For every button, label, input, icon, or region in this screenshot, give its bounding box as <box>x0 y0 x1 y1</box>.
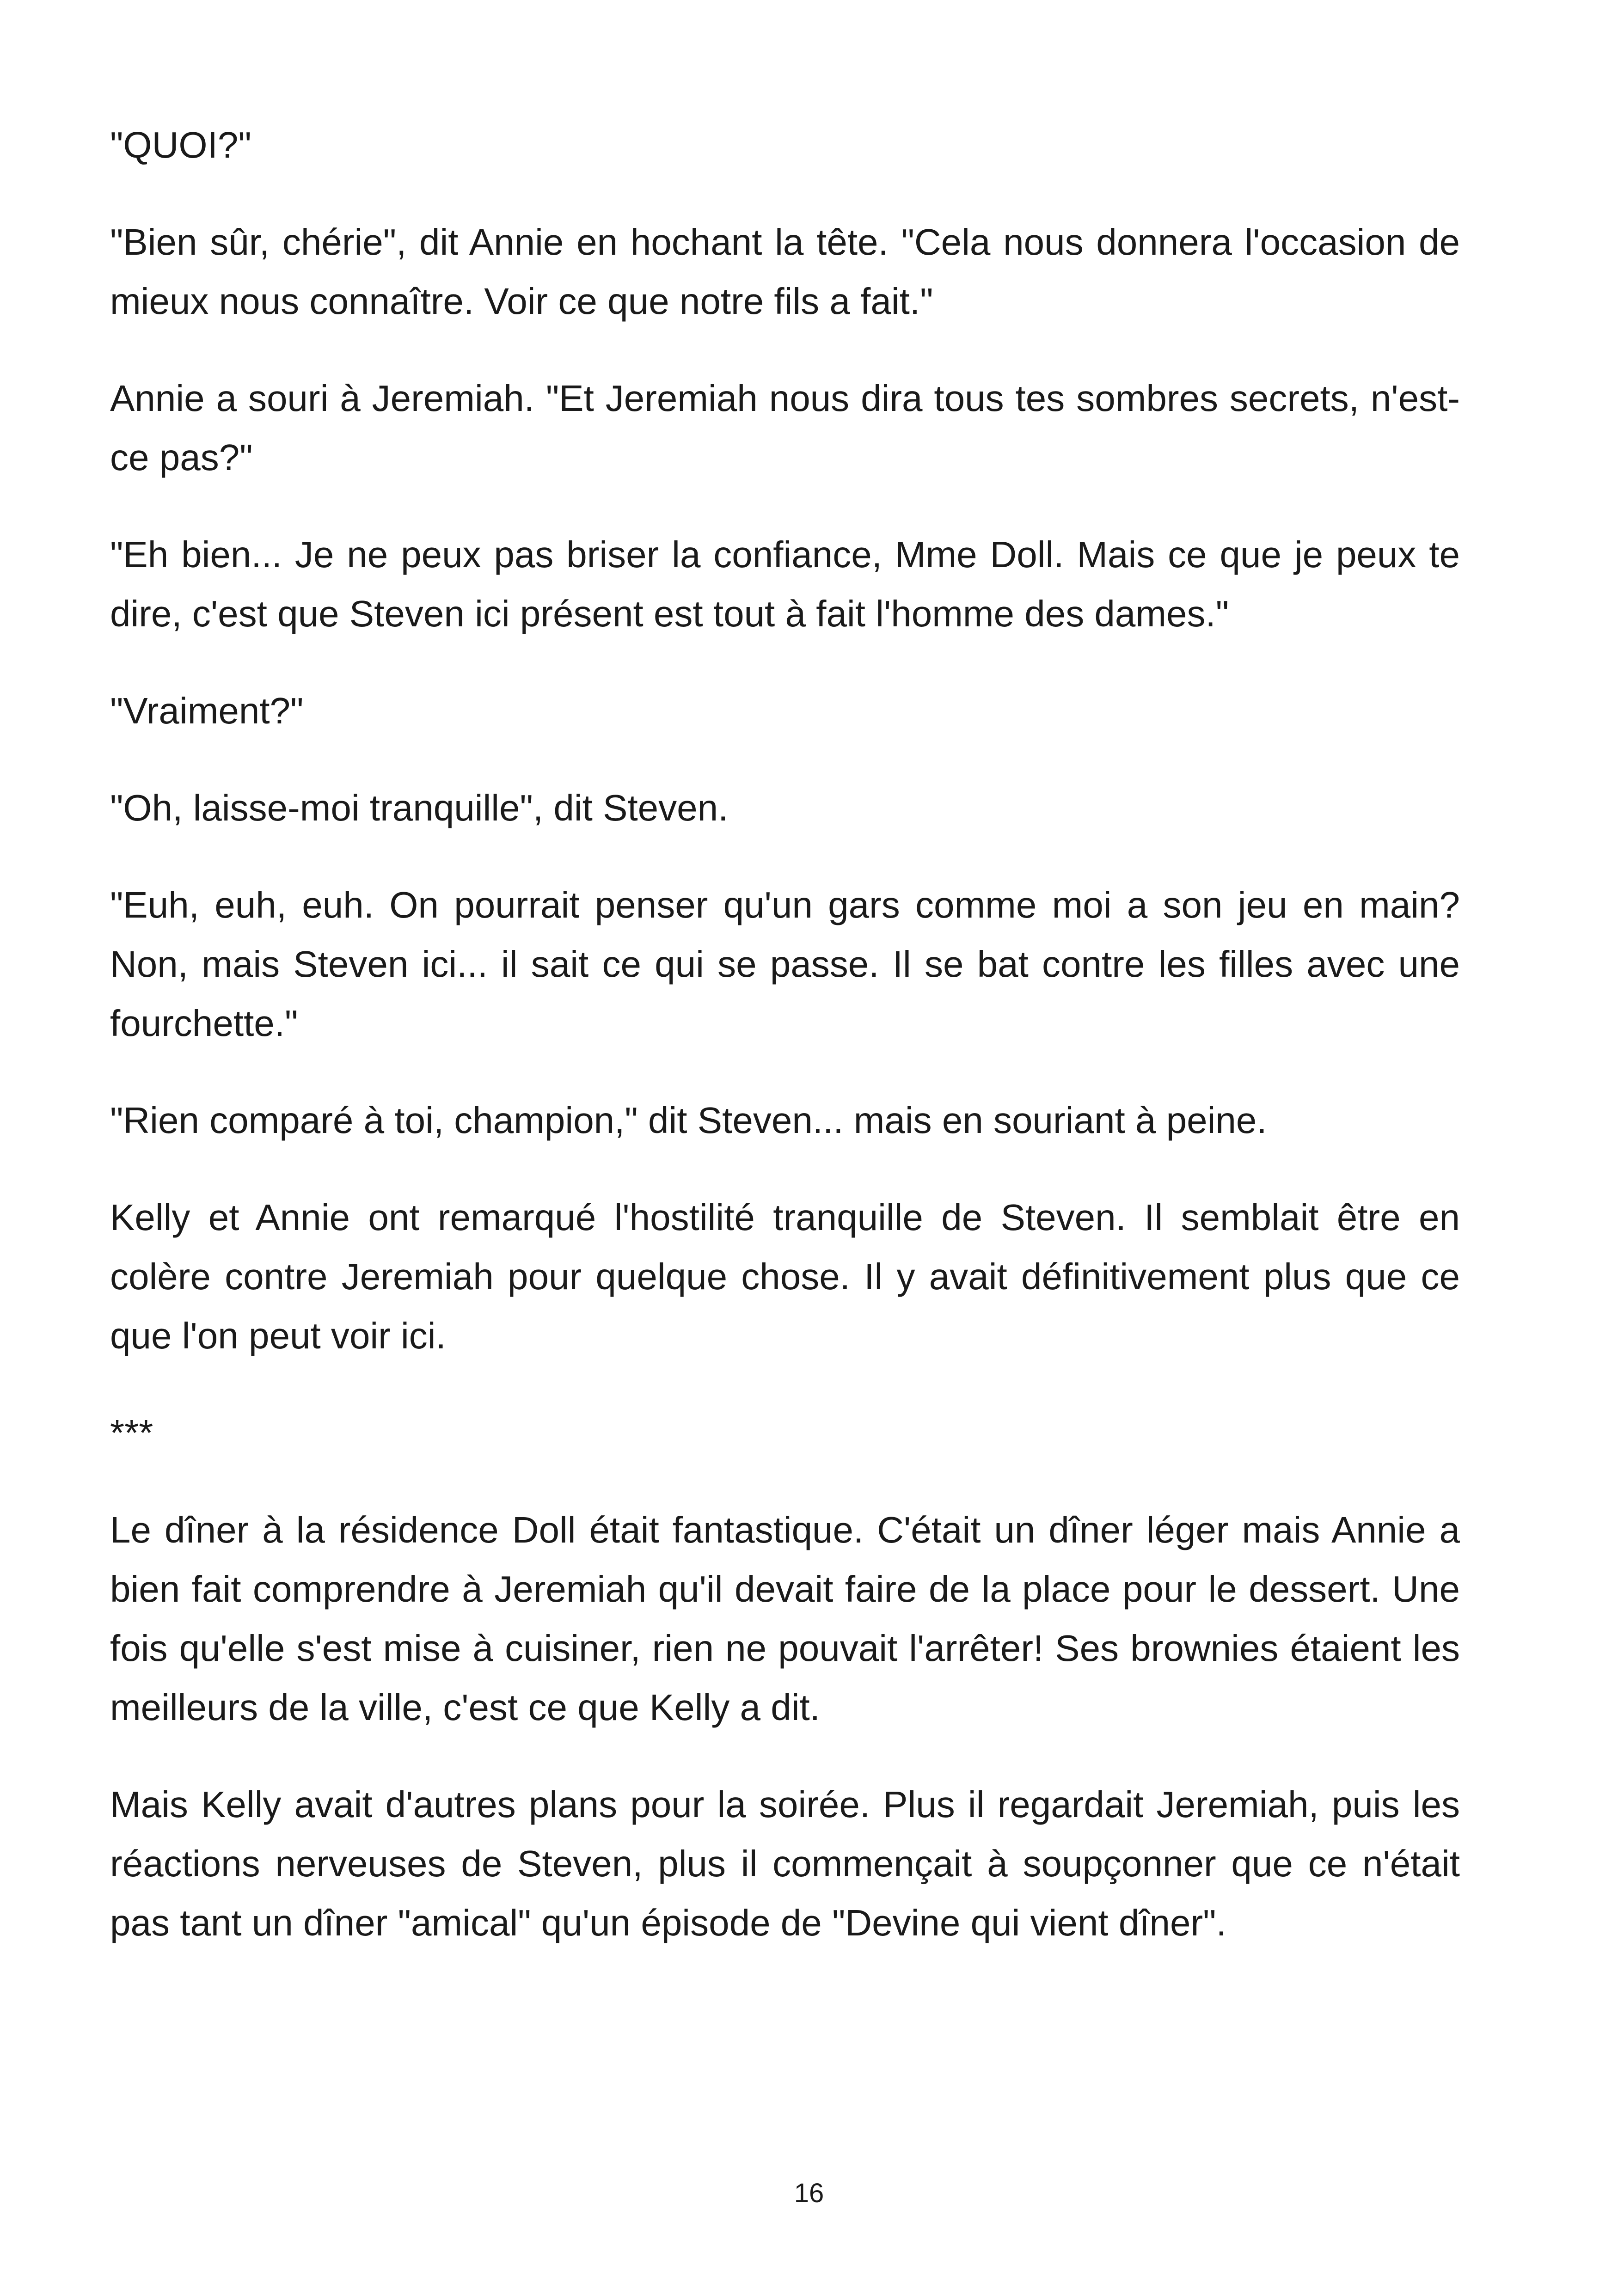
paragraph: Kelly et Annie ont remarqué l'hostilité tranquille de Steven. Il semblait être en colère contre Jeremiah pour quelque chose. Il y avait définitivement plus que ce que l'on peut voir ici. <box>110 1197 1460 1356</box>
paragraph: "Euh, euh, euh. On pourrait penser qu'un gars comme moi a son jeu en main? Non, mais Steven ici... il sait ce qui se passe. Il se bat contre les filles avec une fourchette." <box>110 884 1460 1044</box>
paragraph: "Oh, laisse-moi tranquille", dit Steven. <box>110 787 729 828</box>
scene-break: *** <box>110 1412 153 1453</box>
paragraph: "Bien sûr, chérie", dit Annie en hochant la tête. "Cela nous donnera l'occasion de mieux nous connaître. Voir ce que notre fils a fait." <box>110 221 1460 322</box>
paragraph: "Eh bien... Je ne peux pas briser la confiance, Mme Doll. Mais ce que je peux te dire, c'est que Steven ici présent est tout à fait l'homme des dames." <box>110 534 1460 634</box>
page-number: 16 <box>794 2178 824 2208</box>
paragraph: Le dîner à la résidence Doll était fantastique. C'était un dîner léger mais Annie a bien fait comprendre à Jeremiah qu'il devait faire de la place pour le dessert. Une fois qu'elle s'est mise à cuisiner, rien ne pouvait l'arrêter! Ses brownies étaient les meilleurs de la ville, c'est ce que Kelly a dit. <box>110 1509 1460 1728</box>
paragraph: "Rien comparé à toi, champion," dit Steven... mais en souriant à peine. <box>110 1100 1267 1141</box>
paragraph: Mais Kelly avait d'autres plans pour la soirée. Plus il regardait Jeremiah, puis les réactions nerveuses de Steven, plus il commençait à soupçonner que ce n'était pas tant un dîner "amical" qu'un épisode de "Devine qui vient dîner". <box>110 1784 1460 1943</box>
body-text <box>110 116 1460 1990</box>
paragraph: Annie a souri à Jeremiah. "Et Jeremiah nous dira tous tes sombres secrets, n'est-ce pas?" <box>110 378 1460 478</box>
paragraph: "Vraiment?" <box>110 690 304 731</box>
paragraph: "QUOI?" <box>110 124 251 165</box>
